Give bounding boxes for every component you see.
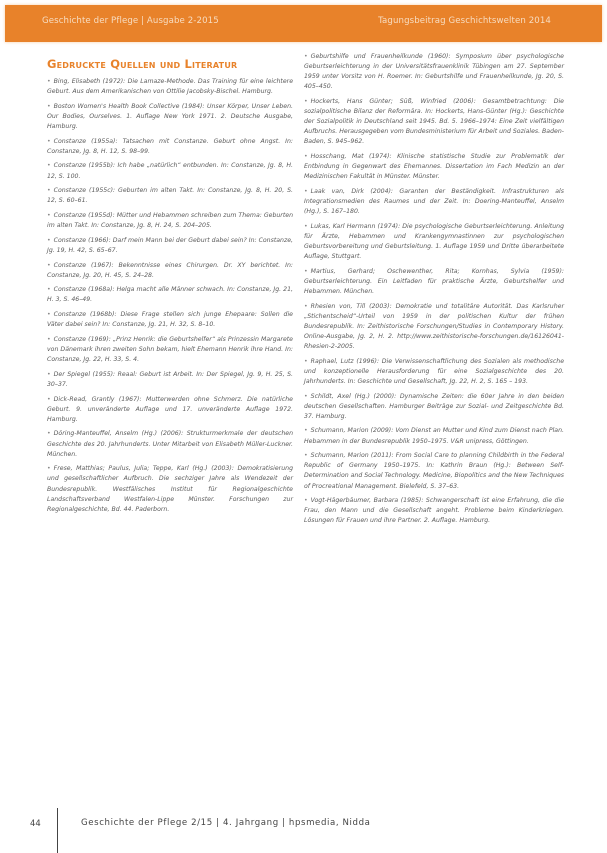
page-footer	[0, 790, 607, 853]
bullet-icon: •	[304, 392, 308, 400]
bullet-icon: •	[304, 427, 308, 435]
reference-item: • Schildt, Axel (Hg.) (2000): Dynamische Zeiten: die 60er Jahre in den beiden deutschen Gesellschaften. Hamburger Beiträge zur Sozial- und Zeitgeschichte Bd. 37. Hamburg.	[304, 392, 564, 420]
reference-item: • Martius, Gerhard; Oschewenther, Rita; Kornhas, Sylvia (1959): Geburtserleichterung. Ein Leitfaden für praktische Ärzte, Geburtshelfer und Hebammen. München.	[304, 267, 564, 295]
reference-item: • Constanze (1955b): Ich habe „natürlich“ entbunden. In: Constanze, Jg. 8, H. 12, S. 100.	[47, 162, 293, 180]
bullet-icon: •	[47, 187, 51, 195]
section-title: Gedruckte Quellen und Literatur	[47, 57, 238, 71]
reference-item: • Schumann, Marion (2011): From Social Care to planning Childbirth in the Federal Republic of Germany 1950–1975. In: Kathrin Braun (Hg.): Between Self-Determination and Social Technology. Medicine, Biopolitics and the New Techniques of Procreational Management. Bielefeld, S. 37–63.	[304, 452, 565, 490]
bullet-icon: •	[47, 236, 51, 244]
reference-item: • Constanze (1969): „Prinz Henrik: die Geburtshelfer“ als Prinzessin Margarete von Dänemark ihren zweiten Sohn bekam, hielt Ehemann Henrik ihre Hand. In: Constanze, Jg. 22, H. 33, S. 4.	[47, 335, 293, 364]
reference-item: • Döring-Manteuffel, Anselm (Hg.) (2006): Strukturmerkmale der deutschen Geschichte des 20. Jahrhunderts. Unter Mitarbeit von Elisabeth Müller-Luckner. München.	[47, 430, 293, 458]
reference-item: • Rhesien von, Till (2003): Demokratie und totalitäre Autorität. Das Karlsruher „Stichentscheid“-Urteil von 1959 in der politischen Kultur der frühen Bundesrepublik. In: Zeithistorische Forschungen/Studies in Contemporary History. Online-Ausgabe, Jg. 2, H. 2. http://www.zeithistorische-forschungen.de/16126041-Rhesien-2-2005.	[304, 302, 564, 350]
bullet-icon: •	[304, 222, 308, 230]
bullet-icon: •	[304, 302, 308, 310]
reference-item: • Constanze (1967): Bekenntnisse eines Chirurgen. Dr. XY berichtet. In: Constanze, Jg. 20, H. 45, S. 24–28.	[47, 261, 293, 279]
bullet-icon: •	[47, 370, 51, 378]
bullet-icon: •	[47, 395, 51, 403]
reference-item: • Constanze (1955d): Mütter und Hebammen schreiben zum Thema: Geburten im alten Takt. In: Constanze, Jg. 8, H. 24, S. 204–205.	[47, 212, 293, 230]
left-column	[47, 57, 293, 519]
reference-item: • Der Spiegel (1955): Reaal: Geburt ist Arbeit. In: Der Spiegel, Jg. 9, H. 25, S. 30–37.	[47, 370, 293, 388]
article-category-label: Tagungsbeitrag Geschichtswelten 2014	[378, 16, 551, 26]
footer-divider	[57, 808, 58, 853]
bullet-icon: •	[47, 261, 51, 269]
bullet-icon: •	[47, 335, 51, 343]
right-column	[304, 52, 564, 531]
bullet-icon: •	[304, 187, 308, 195]
bullet-icon: •	[304, 267, 308, 275]
reference-item: • Geburtshilfe und Frauenheilkunde (1960): Symposium über psychologische Geburtserleichterung in der Universitätsfrauenklinik Tübingen am 27. September 1959 unter Vorsitz von H. Roemer. In: Geburtshilfe und Frauenheilkunde, Jg. 20, S. 405–450.	[304, 53, 564, 91]
reference-item: • Bing, Elisabeth (1972): Die Lamaze-Methode. Das Training für eine leichtere Geburt. Aus dem Amerikanischen von Ottilie Jacobsky-Bischel. Hamburg.	[47, 78, 293, 96]
bullet-icon: •	[304, 97, 308, 105]
reference-item: • Schumann, Marion (2009): Vom Dienst an Mutter und Kind zum Dienst nach Plan. Hebammen in der Bundesrepublik 1950–1975. V&R unipress, Göttingen.	[304, 427, 564, 445]
reference-item: • Hosschang, Mat (1974): Klinische statistische Studie zur Problematik der Entbindung in Gegenwart des Ehemannes. Dissertation im Fach Medizin an der Medizinischen Fakultät in Münster. Münster.	[304, 153, 564, 181]
reference-list-right	[304, 52, 564, 526]
reference-item: • Constanze (1966): Darf mein Mann bei der Geburt dabei sein? In: Constanze, Jg. 19, H. 42, S. 65–67.	[47, 236, 293, 254]
bullet-icon: •	[304, 53, 308, 60]
reference-item: • Constanze (1955a): Tatsachen mit Constanze. Geburt ohne Angst. In: Constanze, Jg. 8, H. 12, S. 98–99.	[47, 137, 293, 155]
reference-item: • Vogt-Hägerbäumer, Barbara (1985): Schwangerschaft ist eine Erfahrung, die die Frau, den Mann und die Gesellschaft angeht. Probleme beim Kinderkriegen. Lösungen für Frauen und ihre Partner. 2. Auflage. Hamburg.	[304, 497, 564, 525]
bullet-icon: •	[47, 78, 51, 85]
reference-item: • Laak van, Dirk (2004): Garanten der Beständigkeit. Infrastrukturen als Integrationsmedien des Raumes und der Zeit. In: Doering-Manteuffel, Anselm (Hg.), S. 167–180.	[304, 187, 564, 216]
bullet-icon: •	[47, 162, 51, 170]
footer-publication-info: Geschichte der Pflege 2/15 | 4. Jahrgang | hpsmedia, Nidda	[81, 818, 371, 828]
bullet-icon: •	[47, 465, 51, 473]
reference-item: • Dick-Read, Grantly (1967): Mutterwerden ohne Schmerz. Die natürliche Geburt. 9. unveränderte Auflage und 17. unveränderte Auflage 1972. Hamburg.	[47, 395, 293, 423]
running-header	[5, 5, 602, 42]
bullet-icon: •	[304, 452, 308, 460]
reference-list-left	[47, 77, 293, 515]
reference-item: • Hockerts, Hans Günter; Süß, Winfried (2006): Gesamtbetrachtung: Die sozialpolitische Bilanz der Reformära. In: Hockerts, Hans-Günter (Hg.): Geschichte der Sozialpolitik in Deutschland seit 1945. Bd. 5. 1966–1974: Eine Zeit vielfältigen Aufbruchs. Herausgegeben vom Bundesministerium für Arbeit und Soziales. Baden-Baden, S. 945–962.	[304, 97, 564, 146]
bullet-icon: •	[47, 212, 51, 219]
reference-item: • Constanze (1968a): Helga macht alle Männer schwach. In: Constanze, Jg. 21, H. 3, S. 46–49.	[47, 286, 293, 304]
bullet-icon: •	[47, 286, 51, 294]
bullet-icon: •	[304, 497, 308, 505]
bullet-icon: •	[47, 430, 51, 438]
bullet-icon: •	[304, 153, 308, 161]
bullet-icon: •	[47, 102, 51, 110]
reference-item: • Lukas, Karl Hermann (1974): Die psychologische Geburtserleichterung. Anleitung für Ärzte, Hebammen und Krankengymnastinnen zur psychologischen Geburtsvorbereitung und Geburtsleitung. 1. Auflage 1959 und Dritte überarbeitete Auflage, Stuttgart.	[304, 222, 564, 261]
reference-item: • Constanze (1968b): Diese Frage stellen sich junge Ehepaare: Sollen die Väter dabei sein? In: Constanze, Jg. 21, H. 32, S. 8–10.	[47, 311, 293, 329]
bullet-icon: •	[47, 137, 51, 145]
bullet-icon: •	[304, 357, 308, 365]
page-number: 44	[30, 818, 41, 828]
journal-issue-label: Geschichte der Pflege | Ausgabe 2-2015	[42, 16, 219, 26]
reference-item: • Boston Women's Health Book Collective (1984): Unser Körper, Unser Leben. Our Bodies, Ourselves. 1. Auflage New York 1971. 2. Deutsche Ausgabe, Hamburg.	[47, 102, 293, 130]
bullet-icon: •	[47, 311, 51, 319]
reference-item: • Raphael, Lutz (1996): Die Verwissenschaftlichung des Sozialen als methodische und konzeptionelle Herausforderung für eine Sozialgeschichte des 20. Jahrhunderts. In: Geschichte und Gesellschaft, Jg. 22, H. 2, S. 165 – 193.	[304, 357, 564, 385]
reference-item: • Frese, Matthias; Paulus, Julia; Teppe, Karl (Hg.) (2003): Demokratisierung und gesellschaftlicher Aufbruch. Die sechziger Jahre als Wendezeit der Bundesrepublik. Westfälisches Institut für Regionalgeschichte Landschaftsverband Westfalen-Lippe Münster. Forschungen zur Regionalgeschichte, Bd. 44. Paderborn.	[47, 465, 293, 513]
reference-item: • Constanze (1955c): Geburten im alten Takt. In: Constanze, Jg. 8, H. 20, S. 12, S. 60–61.	[47, 187, 293, 205]
